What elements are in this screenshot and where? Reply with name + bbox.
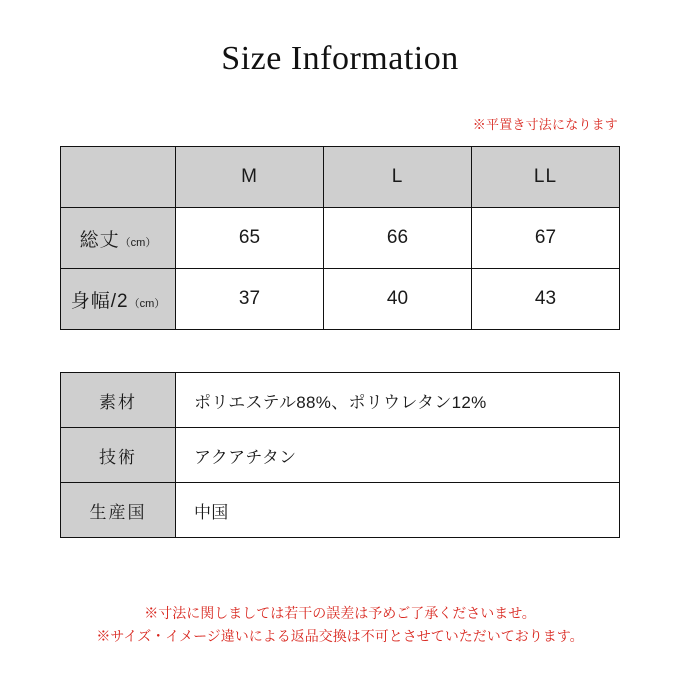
spec-value-technology: アクアチタン bbox=[176, 428, 620, 483]
flat-measurement-note: ※平置き寸法になります bbox=[472, 117, 618, 132]
spec-value-country: 中国 bbox=[176, 483, 620, 538]
table-row bbox=[61, 428, 620, 483]
size-column-m: M bbox=[176, 147, 324, 208]
table-row bbox=[61, 208, 620, 269]
footnote-return-policy: ※サイズ・イメージ違いによる返品交換は不可とさせていただいております。 bbox=[96, 628, 584, 644]
spec-label-technology: 技術 bbox=[61, 428, 176, 483]
spec-label-country: 生産国 bbox=[61, 483, 176, 538]
table-row bbox=[61, 147, 620, 208]
page-title: Size Information bbox=[221, 40, 459, 77]
size-table-body bbox=[61, 208, 620, 330]
spec-table bbox=[60, 372, 620, 538]
table-row bbox=[61, 269, 620, 330]
footnotes bbox=[0, 602, 680, 648]
table-row bbox=[61, 373, 620, 428]
row-header-body-width bbox=[61, 269, 176, 330]
size-table-corner bbox=[61, 147, 176, 208]
row-unit: （cm） bbox=[128, 297, 166, 310]
spec-table-body bbox=[61, 373, 620, 538]
size-column-ll: LL bbox=[472, 147, 620, 208]
row-label: 身幅/2 bbox=[70, 290, 129, 312]
footnote-measurement-tolerance: ※寸法に関しましては若干の誤差は予めご了承くださいませ。 bbox=[144, 605, 536, 621]
spec-value-material: ポリエステル88%、ポリウレタン12% bbox=[176, 373, 620, 428]
cell-total-length-l: 66 bbox=[324, 208, 472, 269]
row-label: 総丈 bbox=[79, 229, 120, 251]
cell-total-length-ll: 67 bbox=[472, 208, 620, 269]
cell-body-width-l: 40 bbox=[324, 269, 472, 330]
size-table-head bbox=[61, 147, 620, 208]
size-column-l: L bbox=[324, 147, 472, 208]
size-table bbox=[60, 146, 620, 330]
row-unit: （cm） bbox=[119, 236, 157, 249]
spec-label-material: 素材 bbox=[61, 373, 176, 428]
cell-body-width-ll: 43 bbox=[472, 269, 620, 330]
table-row bbox=[61, 483, 620, 538]
row-header-total-length bbox=[61, 208, 176, 269]
cell-body-width-m: 37 bbox=[176, 269, 324, 330]
cell-total-length-m: 65 bbox=[176, 208, 324, 269]
